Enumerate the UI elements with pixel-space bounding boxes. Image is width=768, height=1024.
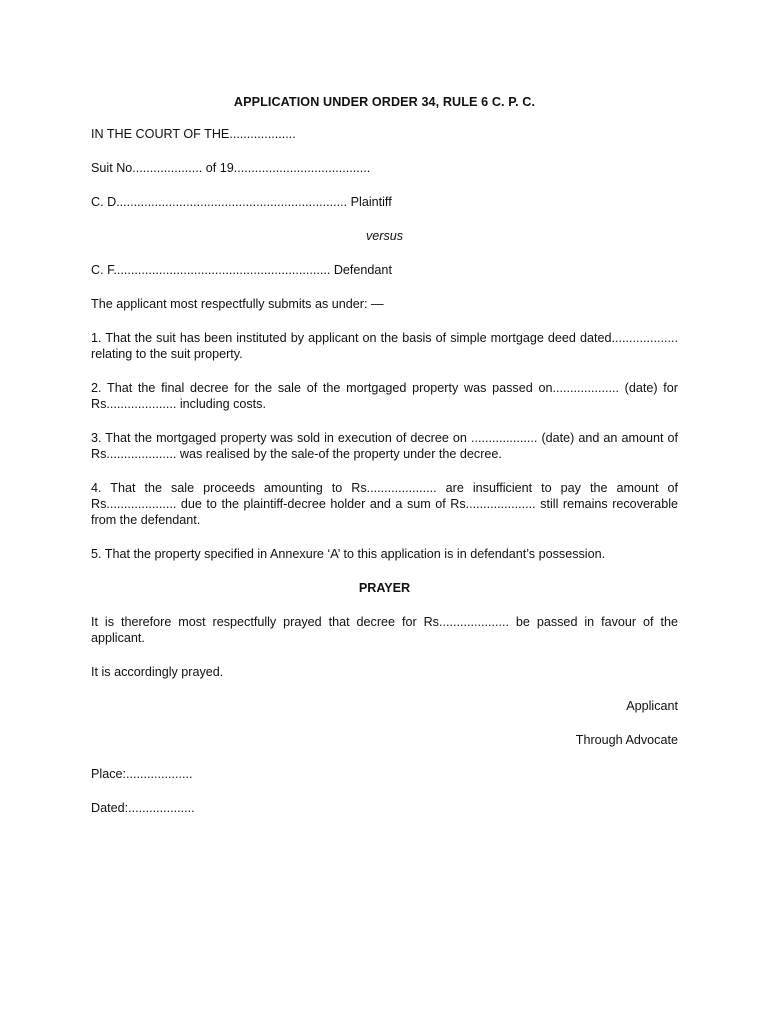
applicant-label: Applicant: [626, 699, 678, 713]
point-3: 3. That the mortgaged property was sold in execution of decree on ................... (date) and an amount of Rs.................... was realised by the sale-of the property under the decree.: [91, 431, 678, 461]
court-line: IN THE COURT OF THE...................: [91, 127, 296, 141]
suit-number-line: Suit No.................... of 19.......................................: [91, 161, 371, 175]
document-title: APPLICATION UNDER ORDER 34, RULE 6 C. P. C.: [233, 95, 536, 109]
prayer-heading: PRAYER: [358, 581, 411, 595]
defendant-line: C. F.............................................................. Defendant: [91, 263, 392, 277]
prayer-text: It is therefore most respectfully prayed that decree for Rs.................... be passed in favour of the applicant.: [91, 615, 678, 645]
point-5: 5. That the property specified in Annexure ‘A’ to this application is in defendant’s possession.: [91, 547, 606, 561]
through-advocate-label: Through Advocate: [575, 733, 678, 747]
point-2: 2. That the final decree for the sale of the mortgaged property was passed on................... (date) for Rs.................... including costs.: [91, 381, 678, 411]
point-1: 1. That the suit has been instituted by applicant on the basis of simple mortgage deed dated................... relating to the suit property.: [91, 331, 678, 361]
plaintiff-line: C. D.................................................................. Plaintiff: [91, 195, 392, 209]
point-4: 4. That the sale proceeds amounting to Rs.................... are insufficient to pay the amount of Rs.................... due to the plaintiff-decree holder and a sum of Rs.................... still remains recoverable from the defendant.: [91, 481, 678, 527]
versus-text: versus: [365, 229, 404, 243]
intro-text: The applicant most respectfully submits as under: —: [91, 297, 384, 311]
dated-line: Dated:...................: [91, 801, 195, 815]
document-page: [91, 94, 678, 834]
closing-text: It is accordingly prayed.: [91, 665, 224, 679]
place-line: Place:...................: [91, 767, 193, 781]
